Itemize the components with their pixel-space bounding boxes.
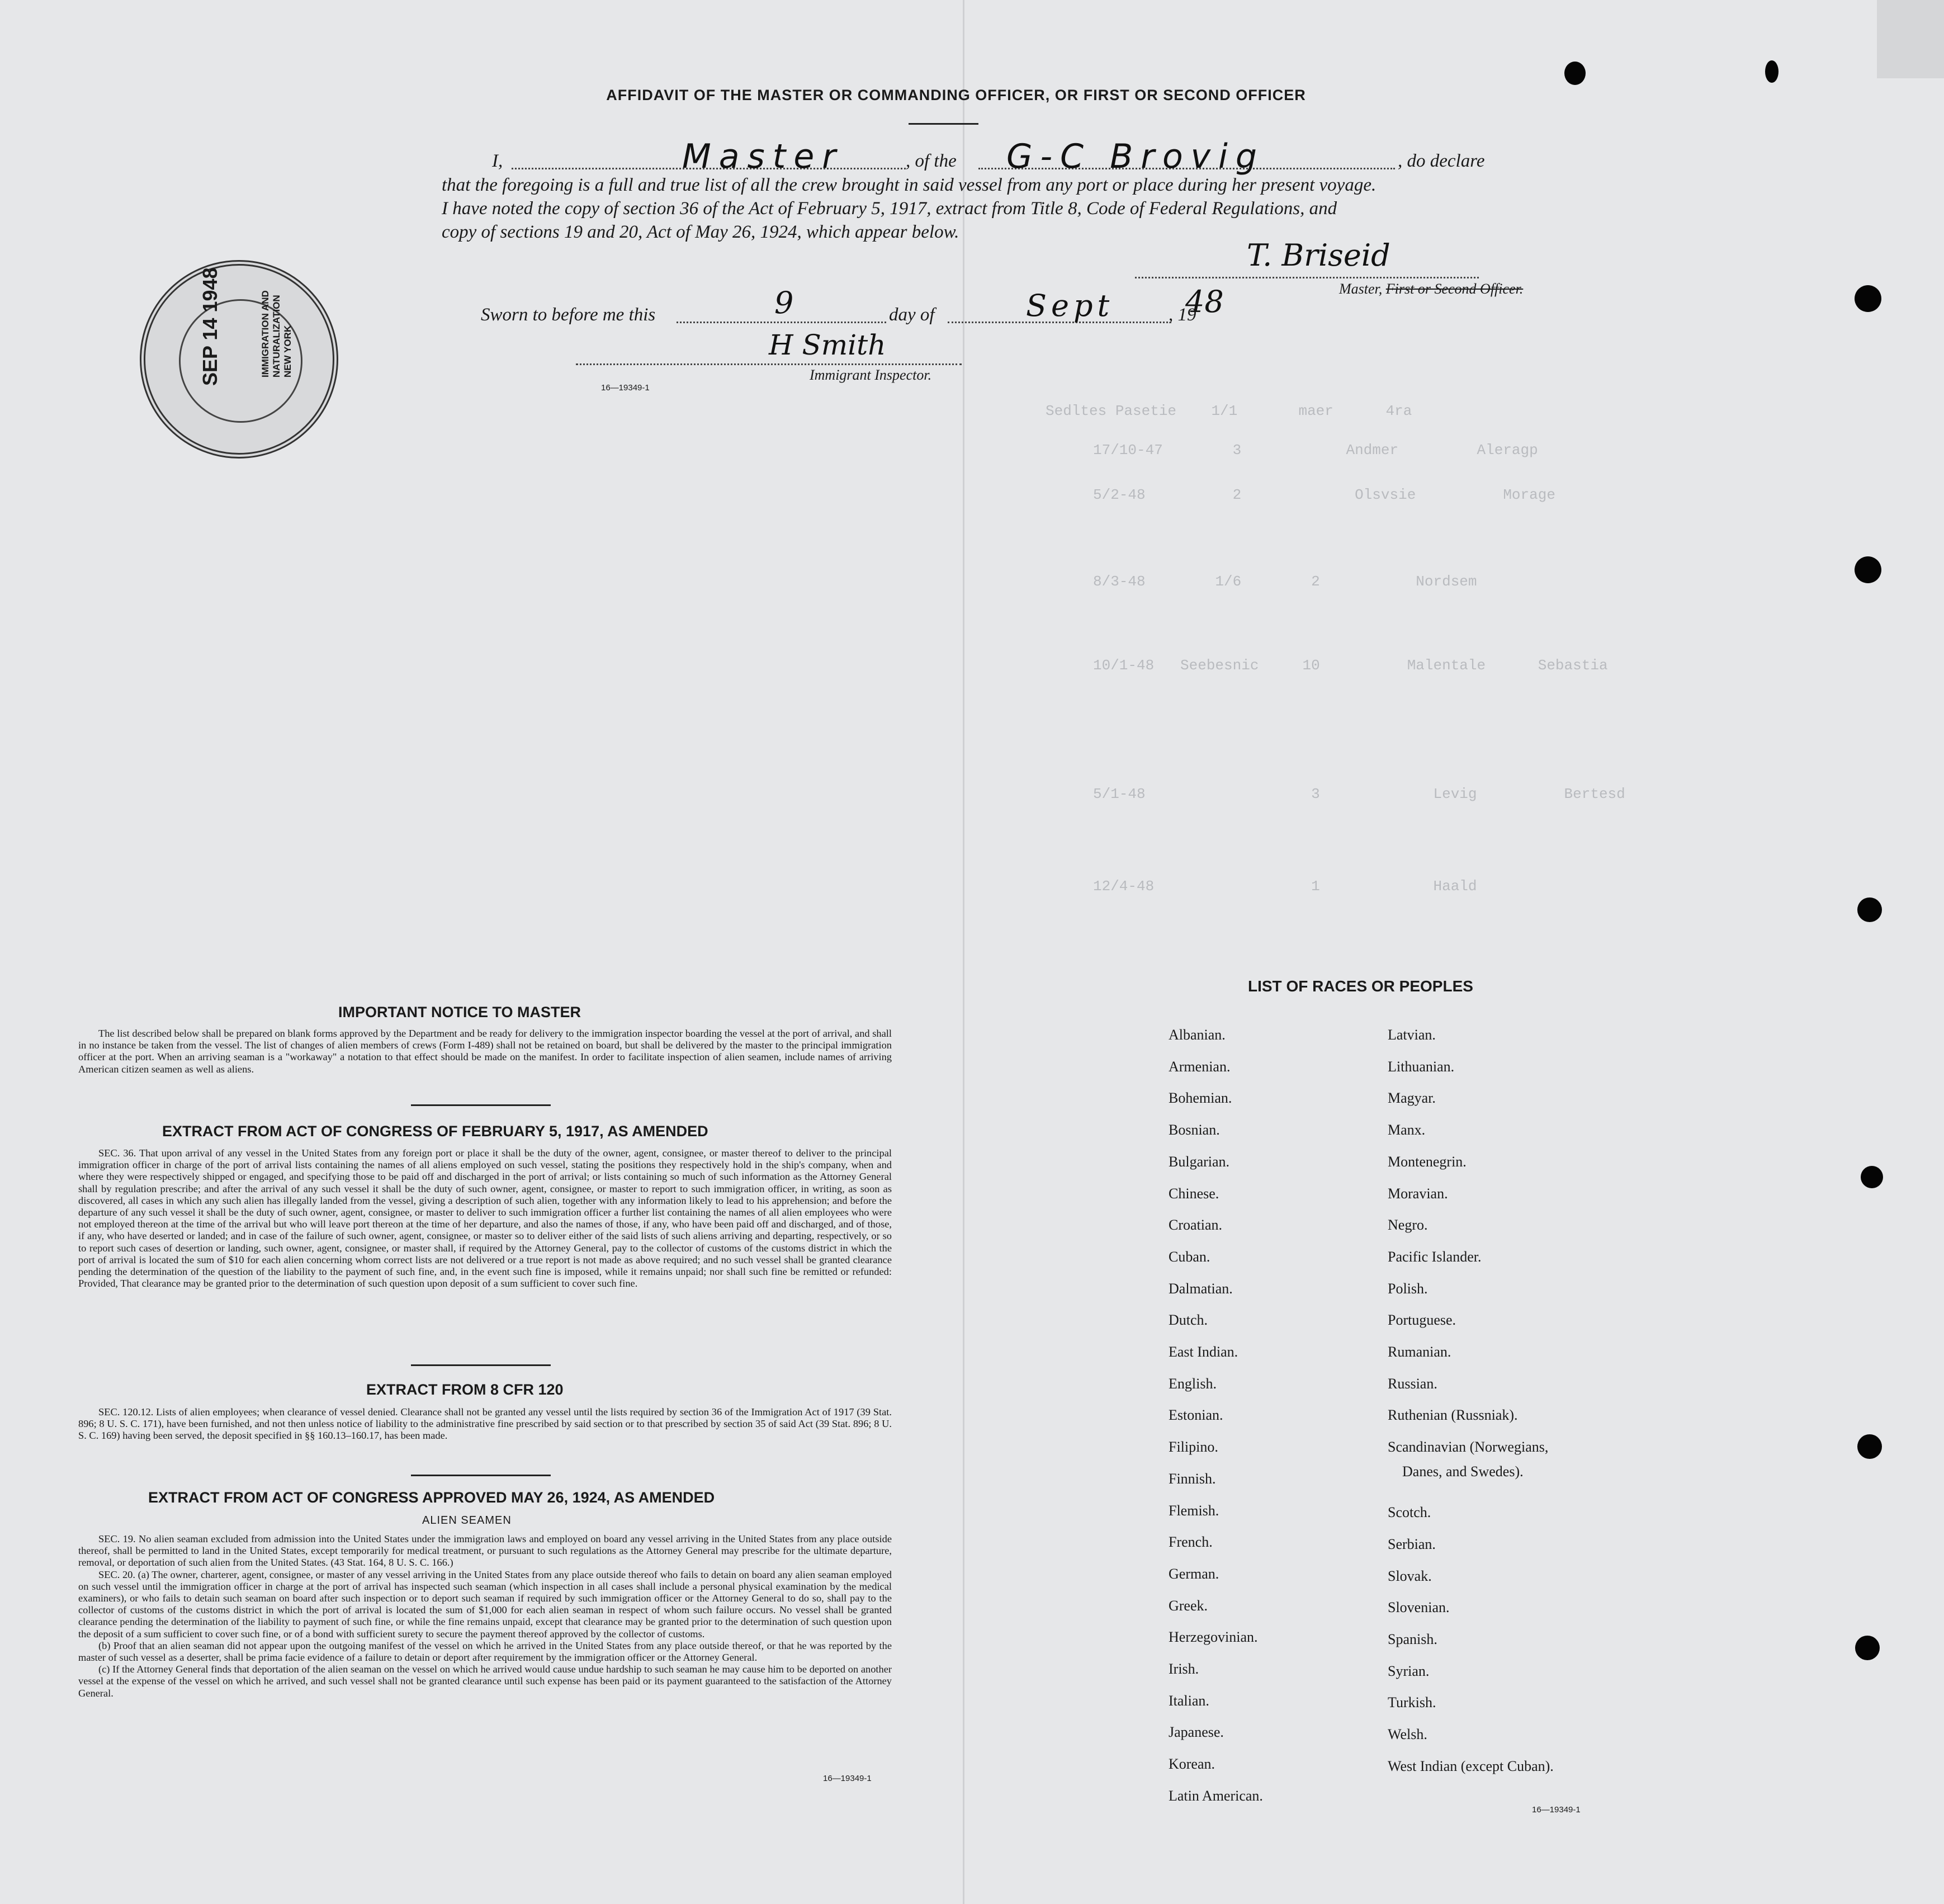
stamp-date: SEP 14 1948 (198, 267, 221, 386)
handwritten-rank: Master (682, 137, 844, 176)
divider (411, 1475, 551, 1476)
struck-caption: First or Second Officer. (1385, 281, 1524, 297)
race-item: Albanian. (1169, 1027, 1226, 1043)
race-item: Pacific Islander. (1388, 1248, 1482, 1265)
race-item: Latvian. (1388, 1027, 1436, 1043)
races-title: LIST OF RACES OR PEOPLES (1248, 977, 1473, 995)
race-item: Bosnian. (1169, 1122, 1220, 1138)
punch-hole (1564, 62, 1586, 85)
day-line (677, 322, 886, 323)
race-item: Syrian. (1388, 1662, 1430, 1679)
stamp-text: IMMIGRATION AND NATURALIZATION NEW YORK (260, 290, 293, 377)
race-item: Danes, and Swedes). (1402, 1463, 1524, 1480)
form-number-bottom-right: 16—19349-1 (1532, 1805, 1581, 1815)
race-item: East Indian. (1169, 1344, 1238, 1360)
sec-19: SEC. 19. No alien seaman excluded from admission into the United States under the immigration laws and employed on board any vessel arriving in the United States from any place outside thereof, shall be permitted to land in the United States, except temporarily for medical treatment, or pursuant to such regulations as the Attorney General may prescribe for the ultimate departure, removal, or deportation of such alien from the United States. (43 Stat. 164, 8 U. S. C. 166.) (78, 1533, 892, 1568)
race-item: Korean. (1169, 1756, 1215, 1773)
master-caption: Master, First or Second Officer. (1339, 281, 1524, 297)
race-item: Herzegovinian. (1169, 1629, 1258, 1646)
race-item: Cuban. (1169, 1248, 1210, 1265)
sworn-prefix: Sworn to before me this (481, 305, 656, 325)
punch-hole (1857, 897, 1882, 922)
race-item: Filipino. (1169, 1439, 1218, 1456)
bleed-through: 5/2-48 2 Olsvsie Morage (1093, 486, 1555, 503)
sec-20c: (c) If the Attorney General finds that deportation of the alien seaman on the vessel on which he arrived would cause undue hardship to such seaman he may cause him to be deported on another vessel at the expense of the vessel on which he arrived, and such vessel shall not be granted clearance until such expense has been paid or its payment guaranteed to the satisfaction of the Attorney General. (78, 1664, 892, 1699)
punch-hole (1857, 1434, 1882, 1459)
race-item: Negro. (1388, 1217, 1428, 1234)
inspection-stamp (140, 260, 338, 459)
handwritten-year: 48 (1185, 284, 1224, 319)
punch-hole (1855, 556, 1881, 583)
page-corner (1877, 0, 1944, 78)
race-item: Bohemian. (1169, 1090, 1232, 1107)
race-item: Lithuanian. (1388, 1058, 1455, 1075)
race-item: Serbian. (1388, 1536, 1436, 1552)
extract-1924-title: EXTRACT FROM ACT OF CONGRESS APPROVED MAY 26, 1924, AS AMENDED (148, 1489, 715, 1506)
handwritten-vessel: G-C Brovig (1006, 137, 1265, 176)
race-item: Welsh. (1388, 1726, 1427, 1742)
bleed-through: 10/1-48 Seebesnic 10 Malentale Sebastia (1093, 657, 1608, 674)
race-item: Ruthenian (Russniak). (1388, 1407, 1518, 1424)
race-item: Portuguese. (1388, 1312, 1456, 1329)
punch-hole (1855, 285, 1881, 312)
race-item: French. (1169, 1534, 1213, 1551)
race-item: Italian. (1169, 1692, 1209, 1709)
notice-body: The list described below shall be prepared on blank forms approved by the Department and be ready for delivery to the immigration inspector boarding the vessel at the port of arrival, and shall in no instance be taken from the vessel. The list of changes of alien members of crews (Form I-489) shall not be retained on board, but shall be delivered by the master to the principal immigration officer at the port. When an arriving seaman is a "workaway" a notation to that effect should be made on the manifest. In order to facilitate inspection of alien seamen, include names of arriving American citizen seamen as well as aliens. (78, 1028, 892, 1075)
race-item: Dutch. (1169, 1312, 1208, 1329)
punch-hole (1765, 60, 1779, 83)
race-item: Estonian. (1169, 1407, 1223, 1424)
inspector-line (576, 363, 962, 365)
form-number-top: 16—19349-1 (601, 383, 650, 393)
inspector-caption: Immigrant Inspector. (810, 367, 932, 383)
bleed-through: 5/1-48 3 Levig Bertesd (1093, 786, 1625, 802)
bleed-through: 8/3-48 1/6 2 Nordsem (1093, 573, 1477, 590)
affidavit-do-declare: , do declare (1398, 151, 1485, 171)
race-item: Magyar. (1388, 1090, 1436, 1107)
affidavit-line-2: that the foregoing is a full and true list of all the crew brought in said vessel from any port or place during her present voyage. (442, 175, 1377, 195)
race-item: West Indian (except Cuban). (1388, 1757, 1554, 1774)
race-item: Montenegrin. (1388, 1153, 1467, 1170)
master-signature-line (1135, 277, 1479, 278)
sworn-year-prefix: , 19 (1169, 305, 1196, 325)
notice-title: IMPORTANT NOTICE TO MASTER (338, 1004, 581, 1020)
form-number-bottom-left: 16—19349-1 (823, 1774, 872, 1783)
race-item: Slovenian. (1388, 1599, 1450, 1616)
race-item: Scandinavian (Norwegians, (1388, 1439, 1549, 1456)
affidavit-line-4: copy of sections 19 and 20, Act of May 26, 1924, which appear below. (442, 222, 959, 242)
race-item: Moravian. (1388, 1185, 1448, 1202)
extract-1917-body: SEC. 36. That upon arrival of any vessel in the United States from any foreign port or place it shall be the duty of the owner, agent, consignee, or master thereof to deliver to the principal immigration officer in charge of the port of arrival lists containing the names of all aliens employed on such vessel, stating the positions they respectively hold in the ship's company, when and where they were respectively shipped or engaged, and specifying those to be paid off and discharged in the port of arrival; or lists containing so much of such information as the Attorney General shall by regulation prescribe; and after the arrival of any such vessel it shall be the duty of such owner, agent, consignee, or master to report to such immigration officer, in writing, as soon as discovered, all cases in which any such alien has illegally landed from the vessel, giving a description of such alien, together with any information likely to lead to his apprehension; and before the departure of any such vessel it shall be the duty of such owner, agent, consignee, or master to deliver to such immigration officer a further list containing the names of all alien employees who were not employed thereon at the time of the arrival but who will leave port thereon at the time of her departure, and also the names of those, if any, who have been paid off and discharged, and of those, if any, who have deserted or landed; and in case of the failure of such owner, agent, consignee, or master so to deliver either of the said lists of such aliens arriving and departing, respectively, or so to report such cases of desertion or landing, such owner, agent, consignee, or master shall, if required by the Attorney General, pay to the collector of customs of the customs district in which the port of arrival is located the sum of $10 for each alien concerning whom correct lists are not delivered or a true report is not made as above required; and no such vessel shall be granted clearance pending the determination of the question of the liability to the payment of such fine, and, in the event such fine is imposed, while it remains unpaid; nor shall such fine be remitted or refunded: Provided, That clearance may be granted prior to the determination of such question upon deposit of a sum sufficient to cover such fine. (78, 1147, 892, 1289)
race-item: English. (1169, 1375, 1217, 1392)
race-item: Japanese. (1169, 1724, 1224, 1741)
race-item: Slovak. (1388, 1567, 1432, 1584)
race-item: Armenian. (1169, 1058, 1231, 1075)
race-item: Bulgarian. (1169, 1153, 1230, 1170)
extract-cfr-body: SEC. 120.12. Lists of alien employees; when clearance of vessel denied. Clearance shall not be granted any vessel until the lists required by section 36 of the Immigration Act of 1917 (39 Stat. 896; 8 U. S. C. 171), have been furnished, and not then unless notice of liability to the administrative fine prescribed by said section or to that prescribed by section 35 of said Act (39 Stat. 896; 8 U. S. C. 169) having been served, the deposit specified in §§ 160.13–160.17, has been made. (78, 1406, 892, 1442)
affidavit-of-the: , of the (906, 151, 957, 171)
race-item: Flemish. (1169, 1502, 1219, 1519)
sec-20a: SEC. 20. (a) The owner, charterer, agent, consignee, or master of any vessel arriving in the United States from any place outside thereof who fails to detain on board any alien seaman employed on such vessel until the immigration officer in charge at the port of arrival has inspected such seaman (which inspection in all cases shall include a personal physical examination by the medical examiners), or who fails to detain such seaman on board after such inspection or to deport such seaman if required by such immigration officer or the Attorney General to do so, shall pay to the collector of customs of the customs district in which the port of arrival is located the sum of $1,000 for each alien seaman in respect of whom such failure occurs. No vessel shall be granted clearance pending the determination of the liability to payment of such fine, or while the fine remains unpaid, except that clearance may be granted prior to the determination of such question upon the deposit of a sum sufficient to cover such fine, or of a bond with sufficient surety to secure the payment thereof approved by the collector of customs. (78, 1568, 892, 1640)
inspector-signature: H Smith (769, 329, 886, 361)
race-item: Dalmatian. (1169, 1280, 1233, 1297)
page-fold (963, 0, 964, 1904)
race-item: Russian. (1388, 1375, 1437, 1392)
race-item: Scotch. (1388, 1504, 1431, 1521)
bleed-through: 17/10-47 3 Andmer Aleragp (1093, 442, 1538, 459)
race-item: Turkish. (1388, 1694, 1436, 1711)
race-item: German. (1169, 1565, 1219, 1582)
race-item: Manx. (1388, 1122, 1426, 1138)
extract-1917-title: EXTRACT FROM ACT OF CONGRESS OF FEBRUARY 5, 1917, AS AMENDED (162, 1123, 708, 1140)
race-item: Rumanian. (1388, 1344, 1451, 1360)
alien-seamen-subtitle: ALIEN SEAMEN (422, 1514, 512, 1527)
race-item: Latin American. (1169, 1787, 1263, 1804)
master-signature: T. Briseid (1247, 238, 1390, 273)
race-item: Spanish. (1388, 1631, 1437, 1647)
sec-20b: (b) Proof that an alien seaman did not appear upon the outgoing manifest of the vessel on which he arrived in the United States from any place outside thereof, or that he was reported by the master of such vessel as a deserter, shall be prima facie evidence of a failure to detain or deport after requirement by the immigration officer or the Attorney General. (78, 1640, 892, 1664)
race-item: Finnish. (1169, 1470, 1216, 1487)
bleed-through: 12/4-48 1 Haald (1093, 878, 1477, 895)
affidavit-i: I, (492, 151, 503, 171)
race-item: Greek. (1169, 1597, 1208, 1614)
title-rule (909, 123, 978, 125)
bleed-through: Sedltes Pasetie 1/1 maer 4ra (1046, 403, 1412, 419)
affidavit-line-3: I have noted the copy of section 36 of the Act of February 5, 1917, extract from Title 8, Code of Federal Regulations, and (442, 199, 1337, 219)
race-item: Chinese. (1169, 1185, 1219, 1202)
punch-hole (1861, 1166, 1883, 1188)
handwritten-month: Sept (1026, 288, 1114, 323)
extract-1924-body (78, 1533, 892, 1699)
punch-hole (1855, 1636, 1880, 1660)
affidavit-title: AFFIDAVIT OF THE MASTER OR COMMANDING OFFICER, OR FIRST OR SECOND OFFICER (606, 87, 1306, 103)
divider (411, 1104, 551, 1106)
divider (411, 1364, 551, 1366)
extract-cfr-title: EXTRACT FROM 8 CFR 120 (366, 1381, 564, 1398)
race-item: Polish. (1388, 1280, 1428, 1297)
race-item: Irish. (1169, 1661, 1199, 1677)
sworn-day-label: day of (889, 305, 935, 325)
race-item: Croatian. (1169, 1217, 1223, 1234)
handwritten-day: 9 (774, 285, 794, 320)
